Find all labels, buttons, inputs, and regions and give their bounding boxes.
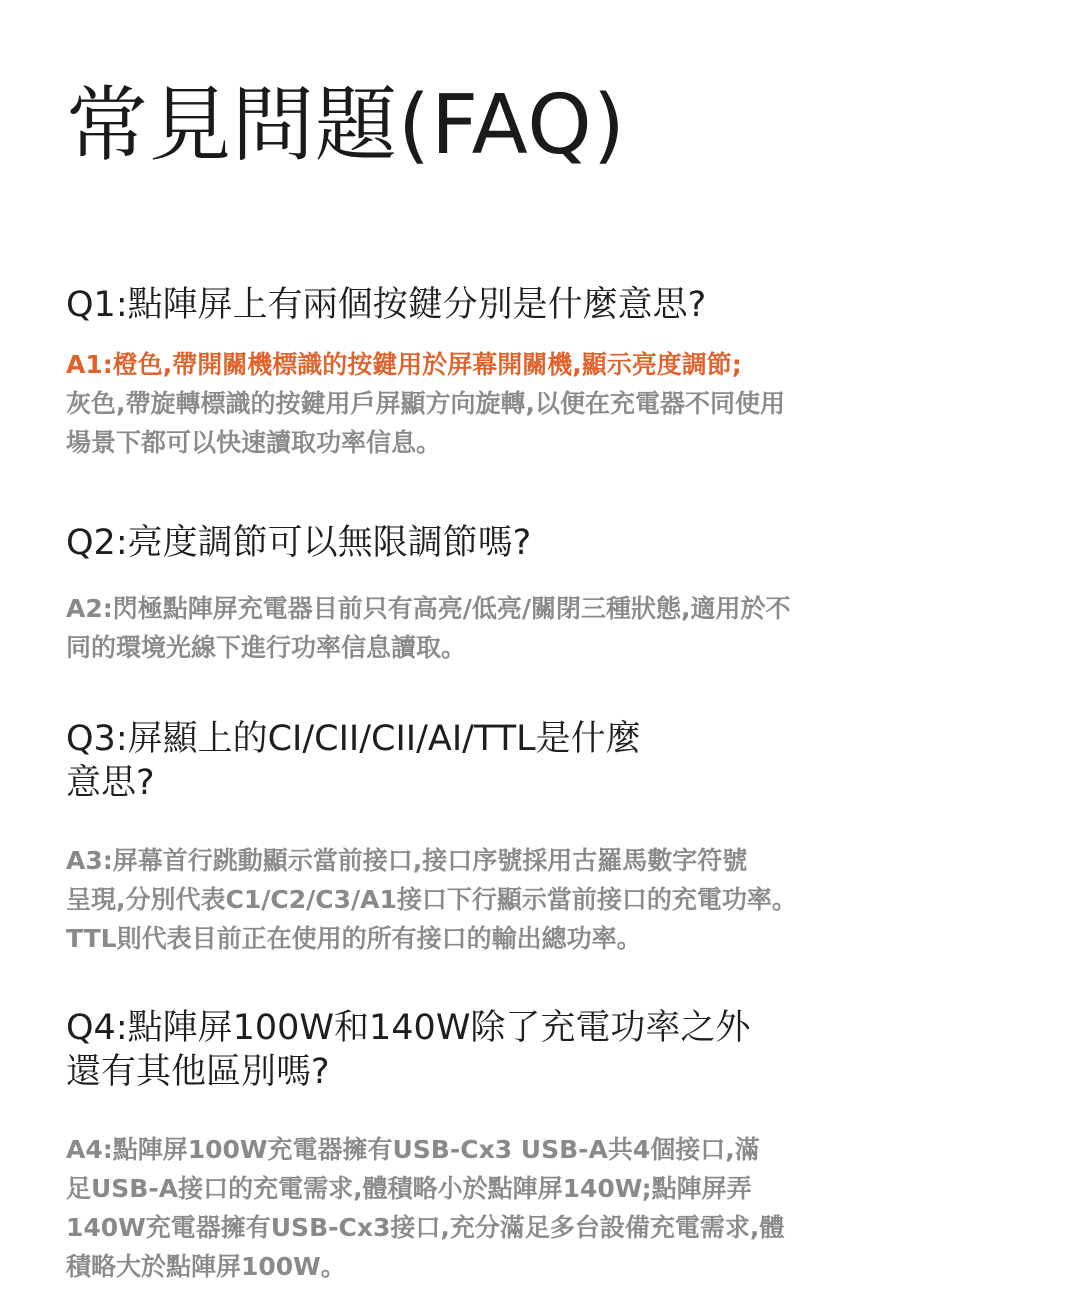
answer-line: 140W充電器擁有USB-Cx3接口,充分滿足多台設備充電需求,體 (66, 1213, 785, 1242)
question-line: 意思? (66, 763, 155, 803)
answer-line: 灰色,帶旋轉標識的按鍵用戶屏顯方向旋轉,以便在充電器不同使用 (66, 389, 785, 418)
faq-item-q3 (66, 717, 966, 958)
faq-question (66, 1006, 966, 1094)
question-line: Q3:屏顯上的CI/CII/CII/AI/TTL是什麼 (66, 719, 641, 759)
answer-line: 同的環境光線下進行功率信息讀取。 (66, 633, 467, 662)
page-title: 常見問題(FAQ) (66, 78, 626, 173)
faq-answer (66, 1130, 966, 1286)
answer-line: TTL則代表目前正在使用的所有接口的輸出總功率。 (66, 924, 642, 953)
question-line: 還有其他區別嗎? (66, 1052, 330, 1092)
answer-line: 足USB-A接口的充電需求,體積略小於點陣屏140W;點陣屏弄 (66, 1174, 752, 1203)
faq-question (66, 717, 966, 805)
faq-question (66, 521, 966, 565)
faq-answer (66, 589, 966, 667)
answer-line: 場景下都可以快速讀取功率信息。 (66, 428, 442, 457)
question-line: Q1:點陣屏上有兩個按鍵分別是什麼意思? (66, 285, 707, 325)
question-line: Q4:點陣屏100W和140W除了充電功率之外 (66, 1008, 751, 1048)
question-line: Q2:亮度調節可以無限調節嗎? (66, 523, 532, 563)
answer-line: A2:閃極點陣屏充電器目前只有高亮/低亮/關閉三種狀態,適用於不 (66, 594, 791, 623)
faq-item-q1 (66, 283, 966, 462)
faq-item-q2 (66, 521, 966, 667)
answer-line: 積略大於點陣屏100W。 (66, 1252, 346, 1281)
faq-item-q4 (66, 1006, 966, 1286)
faq-question (66, 283, 966, 327)
answer-highlight-line: A1:橙色,帶開關機標識的按鍵用於屏幕開關機,顯示亮度調節; (66, 350, 742, 379)
faq-answer (66, 841, 966, 958)
answer-line: A4:點陣屏100W充電器擁有USB-Cx3 USB-A共4個接口,滿 (66, 1135, 760, 1164)
answer-line: 呈現,分別代表C1/C2/C3/A1接口下行顯示當前接口的充電功率。 (66, 885, 797, 914)
faq-answer (66, 345, 966, 462)
answer-line: A3:屏幕首行跳動顯示當前接口,接口序號採用古羅馬數字符號 (66, 846, 748, 875)
